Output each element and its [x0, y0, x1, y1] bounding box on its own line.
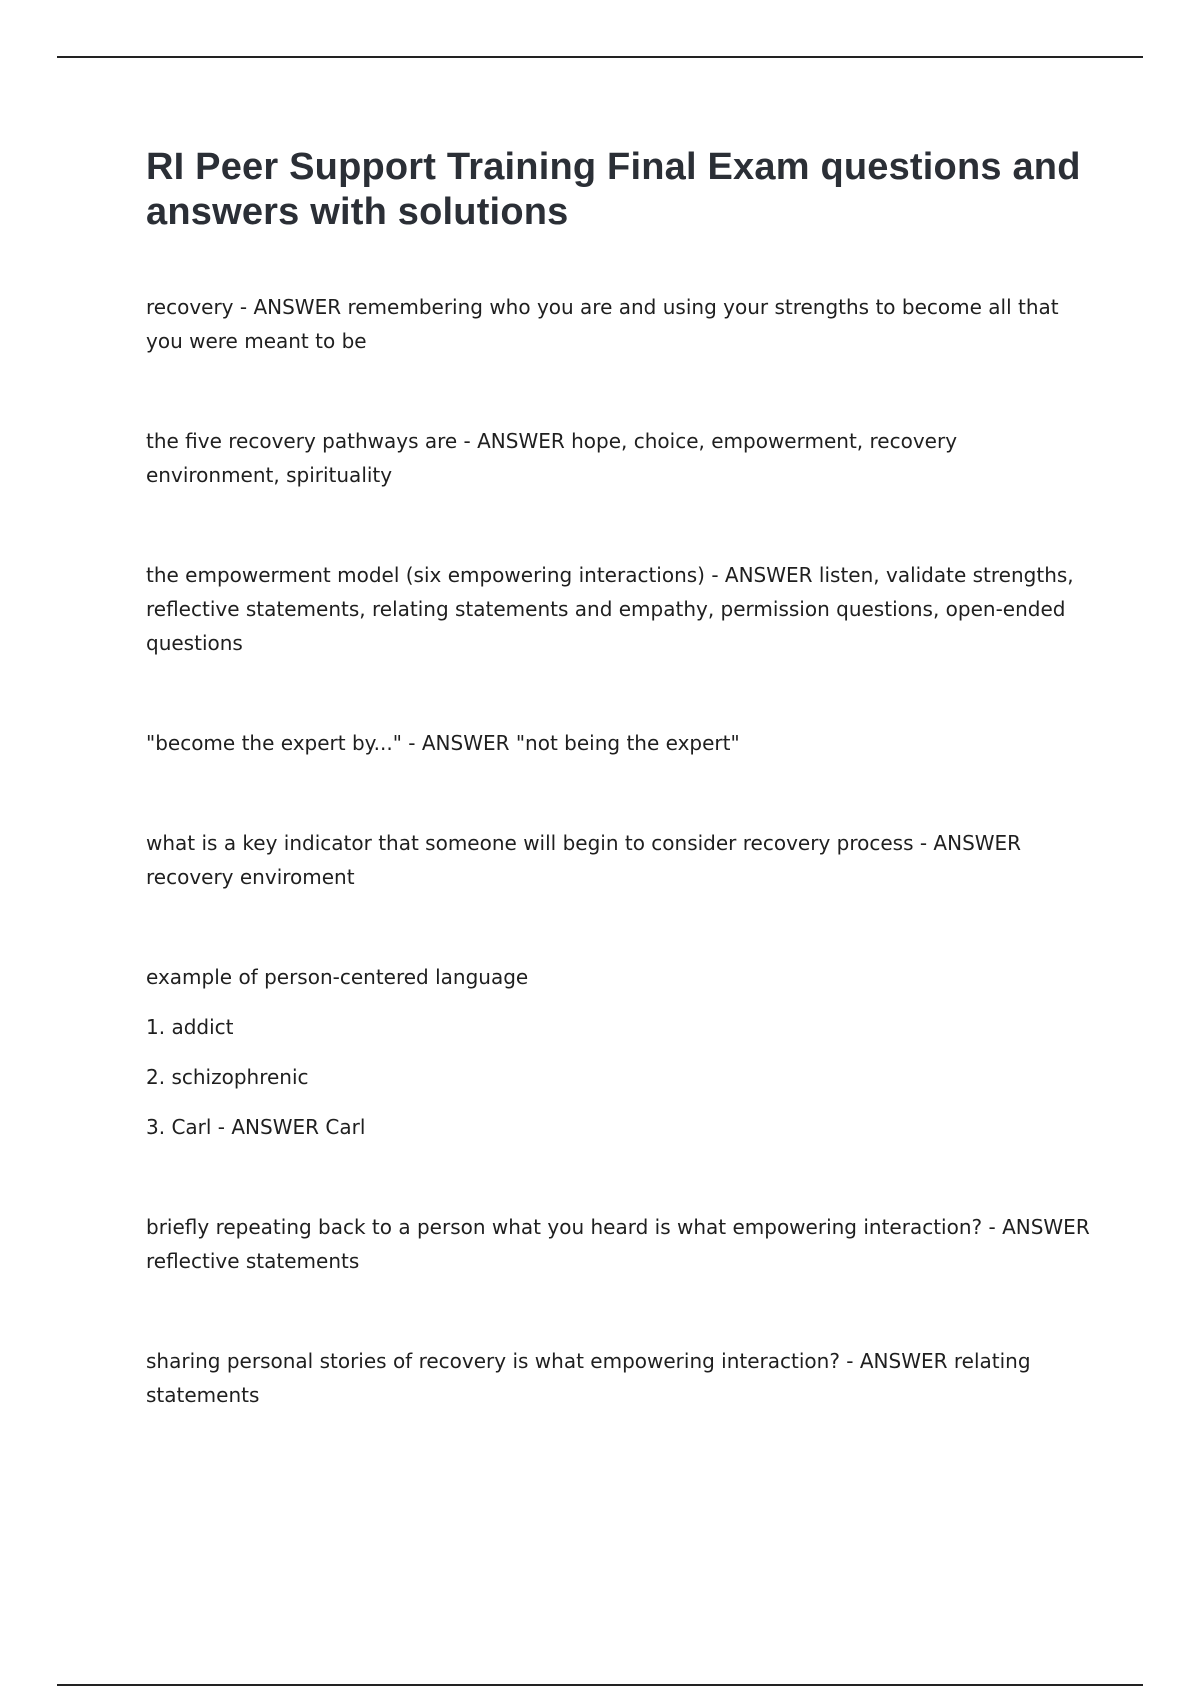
- qa-item: "become the expert by..." - ANSWER "not being the expert": [146, 731, 740, 755]
- qa-item: what is a key indicator that someone will begin to consider recovery process - ANSWER recovery enviroment: [146, 831, 1022, 889]
- choice-option-answer: 3. Carl - ANSWER Carl: [146, 1115, 366, 1139]
- choice-option: 1. addict: [146, 1015, 234, 1039]
- qa-item: briefly repeating back to a person what you heard is what empowering interaction? - ANSWER reflective statements: [146, 1215, 1090, 1273]
- qa-item: recovery - ANSWER remembering who you are and using your strengths to become all that you were meant to be: [146, 295, 1059, 353]
- footer-rule: [57, 1684, 1143, 1686]
- qa-item-multiple-choice: [146, 960, 1096, 1144]
- qa-item: sharing personal stories of recovery is what empowering interaction? - ANSWER relating statements: [146, 1349, 1031, 1407]
- document-title: RI Peer Support Training Final Exam questions and answers with solutions: [146, 146, 1081, 233]
- question-stem: example of person-centered language: [146, 965, 529, 989]
- header-rule: [57, 56, 1143, 58]
- qa-item: the empowerment model (six empowering interactions) - ANSWER listen, validate strengths, reflective statements, relating statements and empathy, permission questions, open-ended questions: [146, 563, 1074, 655]
- choice-option: 2. schizophrenic: [146, 1065, 309, 1089]
- qa-list: [146, 290, 1096, 1412]
- qa-item: the five recovery pathways are - ANSWER hope, choice, empowerment, recovery environment, spirituality: [146, 429, 958, 487]
- document-body: [146, 145, 1096, 1478]
